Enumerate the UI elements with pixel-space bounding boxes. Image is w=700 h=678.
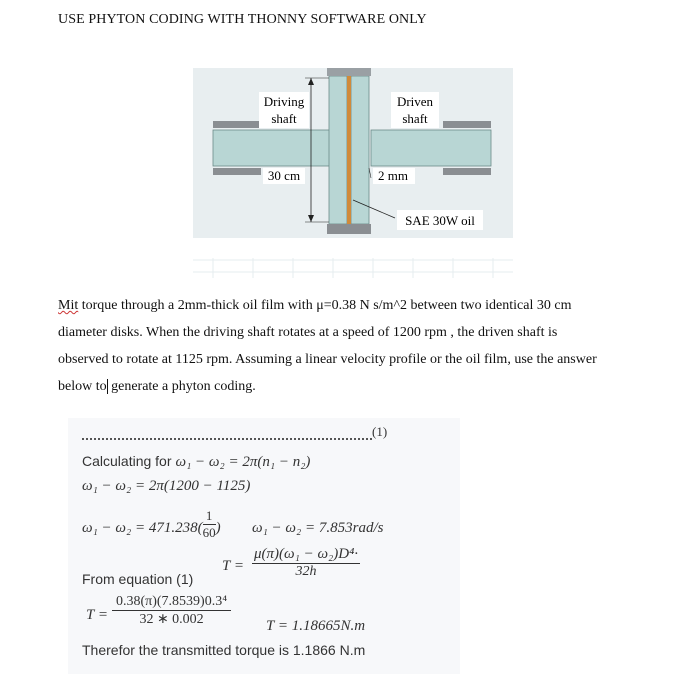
diameter-label: 30 cm: [267, 168, 301, 183]
T-substituted-denominator: 32 ∗ 0.002: [139, 612, 204, 627]
fraction-1-60: [203, 508, 216, 541]
T-formula-lhs: T =: [222, 558, 244, 574]
oil-label: SAE 30W oil: [405, 213, 475, 228]
conclusion-text: Therefor the transmitted torque is 1.1866 N.m: [82, 642, 366, 658]
problem-line-1: [58, 292, 668, 319]
driven-label-2: shaft: [402, 111, 428, 126]
fraction-numerator: 1: [203, 508, 216, 525]
right-bearing-top: [443, 121, 491, 128]
background-grid: [193, 258, 513, 280]
T-substituted-lhs: T =: [86, 607, 108, 623]
problem-line-4: [58, 373, 668, 400]
driven-disk: [351, 76, 369, 224]
oil-film: [347, 76, 351, 224]
eq3-close: ): [215, 520, 221, 537]
calc-label: Calculating for: [82, 453, 172, 469]
left-bearing-bottom: [213, 168, 261, 175]
eq-omega-result: ω₁ − ω₂ = 7.853rad/s: [252, 520, 384, 536]
shaft-figure: [193, 68, 513, 238]
eq-substitution: ω₁ − ω₂ = 2π(1200 − 1125): [82, 478, 251, 494]
dotted-leader: [82, 428, 372, 440]
T-formula-fraction: [252, 546, 360, 580]
fraction-denominator: 60: [202, 525, 216, 540]
left-bearing-top: [213, 121, 261, 128]
problem-text: [58, 292, 668, 400]
problem-line-2: diameter disks. When the driving shaft rotates at a speed of 1200 rpm , the driven shaft is: [58, 325, 558, 340]
page-title: USE PHYTON CODING WITH THONNY SOFTWARE ONLY: [58, 12, 427, 27]
right-bearing-bottom: [443, 168, 491, 175]
gap-label: 2 mm: [378, 168, 408, 183]
problem-line-4a: below to: [58, 379, 107, 394]
driven-shaft: [371, 130, 491, 166]
T-substituted-numerator: 0.38(π)(7.8539)0.3⁴: [112, 594, 231, 611]
T-formula-numerator: μ(π)(ω₁ − ω₂)D⁴·: [254, 546, 359, 562]
equation-number: (1): [372, 424, 388, 439]
coupling-diagram: [193, 68, 513, 238]
eq-conversion: [82, 504, 221, 538]
problem-line-4b: generate a phyton coding.: [107, 379, 256, 394]
from-equation-label: From equation (1): [82, 571, 194, 587]
T-substituted-fraction: [112, 594, 231, 628]
eq-omega-diff: ω₁ − ω₂ = 2π(n₁ − n₂): [175, 454, 311, 470]
disk-top: [327, 68, 371, 76]
driven-label: Driven: [396, 94, 434, 109]
disk-base: [327, 224, 371, 234]
misspelled-word: Mit: [58, 298, 79, 313]
driving-label-2: shaft: [271, 111, 297, 126]
driving-shaft: [213, 130, 333, 166]
T-formula-denominator: 32h: [295, 564, 317, 579]
calc-line: [82, 453, 310, 471]
T-result: T = 1.18665N.m: [266, 618, 366, 634]
eq3-left: ω₁ − ω₂ = 471.238(: [82, 520, 203, 537]
problem-line-3: observed to rotate at 1125 rpm. Assuming a linear velocity profile or the oil film, use the answer: [58, 352, 597, 367]
problem-line-1-text: torque through a 2mm-thick oil film with μ=0.38 N s/m^2 between two identical 30 cm: [78, 298, 572, 313]
driving-disk: [329, 76, 347, 224]
driving-label: Driving: [263, 94, 305, 109]
